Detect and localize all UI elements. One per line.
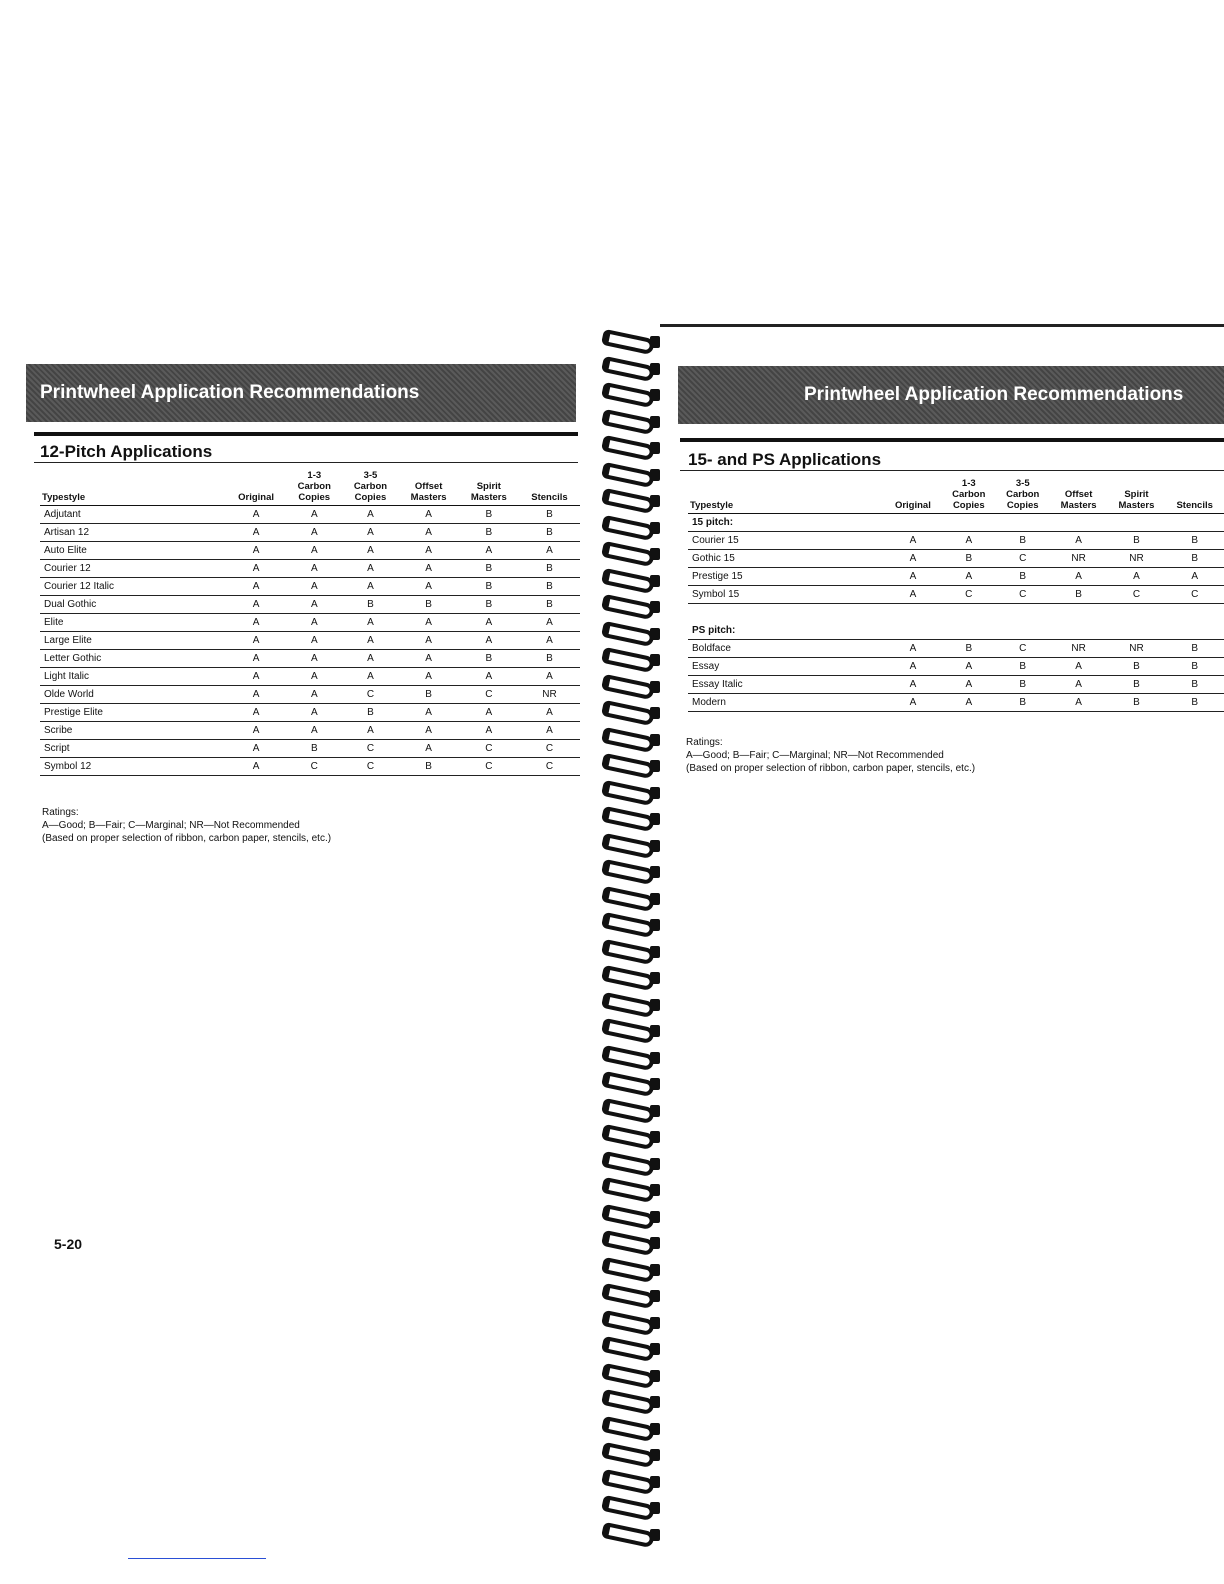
ratings-legend: A—Good; B—Fair; C—Marginal; NR—Not Recommended [686, 750, 944, 761]
rating-stencils: A [519, 704, 580, 722]
binding-coil [596, 1417, 666, 1443]
rating-original: A [884, 658, 942, 676]
ratings-note: (Based on proper selection of ribbon, carbon paper, stencils, etc.) [686, 763, 976, 774]
rating-original: A [226, 614, 286, 632]
table-row [688, 640, 1224, 658]
col-typestyle: Typestyle [40, 470, 226, 506]
binding-coil [596, 1205, 666, 1231]
typestyle-name: Dual Gothic [40, 596, 226, 614]
binding-coil [596, 860, 666, 886]
binding-coil [596, 516, 666, 542]
typestyle-name: Essay Italic [688, 676, 884, 694]
rating-carbon-3-5: A [342, 668, 398, 686]
binding-coil [596, 1284, 666, 1310]
left-page [0, 0, 590, 1584]
table-row [40, 686, 580, 704]
table-row [688, 694, 1224, 712]
typestyle-name: Olde World [40, 686, 226, 704]
left-recommendation-table [40, 470, 580, 776]
right-top-rule [660, 324, 1224, 327]
rating-carbon-3-5: A [342, 578, 398, 596]
rating-spirit-masters: B [1108, 658, 1166, 676]
binding-coil [596, 648, 666, 674]
right-title-rule [680, 470, 1224, 471]
typestyle-name: Large Elite [40, 632, 226, 650]
rating-carbon-1-3: A [286, 632, 342, 650]
table-row [688, 532, 1224, 550]
table-row [688, 586, 1224, 604]
table-row [40, 758, 580, 776]
col-offset-masters: Offset Masters [1050, 478, 1108, 514]
ratings-note: (Based on proper selection of ribbon, carbon paper, stencils, etc.) [42, 833, 332, 844]
rating-carbon-3-5: B [996, 658, 1050, 676]
rating-offset-masters: B [399, 758, 459, 776]
table-row [688, 676, 1224, 694]
binding-coil [596, 542, 666, 568]
left-section-title: 12-Pitch Applications [40, 442, 213, 461]
rating-carbon-1-3: A [286, 524, 342, 542]
rating-spirit-masters: B [459, 650, 519, 668]
rating-stencils: A [519, 668, 580, 686]
rating-offset-masters: A [399, 650, 459, 668]
right-banner [678, 366, 1224, 424]
binding-coil [596, 330, 666, 356]
rating-carbon-1-3: B [942, 550, 996, 568]
rating-original: A [226, 542, 286, 560]
rating-offset-masters: A [399, 506, 459, 524]
left-title-rule [34, 462, 578, 463]
rating-original: A [226, 740, 286, 758]
rating-original: A [226, 722, 286, 740]
typestyle-name: Symbol 12 [40, 758, 226, 776]
group-label: PS pitch: [688, 622, 884, 640]
rating-original: A [226, 506, 286, 524]
rating-carbon-1-3: B [286, 740, 342, 758]
rating-original: A [226, 632, 286, 650]
rating-spirit-masters: B [1108, 676, 1166, 694]
rating-carbon-3-5: B [996, 568, 1050, 586]
binding-coil [596, 410, 666, 436]
rating-original: A [226, 704, 286, 722]
rating-original: A [226, 668, 286, 686]
binding-coil [596, 993, 666, 1019]
rating-offset-masters: A [399, 524, 459, 542]
table-row [40, 740, 580, 758]
rating-carbon-3-5: A [342, 632, 398, 650]
table-row [40, 704, 580, 722]
col-carbon-3-5: 3-5 Carbon Copies [342, 470, 398, 506]
rating-original: A [226, 578, 286, 596]
rating-original: A [226, 560, 286, 578]
rating-carbon-1-3: C [942, 586, 996, 604]
rating-spirit-masters: B [1108, 694, 1166, 712]
binding-coil [596, 966, 666, 992]
binding-coil [596, 1231, 666, 1257]
left-table-body [40, 506, 580, 776]
typestyle-name: Letter Gothic [40, 650, 226, 668]
ratings-title: Ratings: [42, 807, 79, 818]
left-header-rule [34, 432, 578, 436]
rating-carbon-3-5: C [342, 686, 398, 704]
typestyle-name: Essay [688, 658, 884, 676]
col-carbon-3-5: 3-5 Carbon Copies [996, 478, 1050, 514]
rating-offset-masters: B [399, 686, 459, 704]
rating-carbon-1-3: A [286, 596, 342, 614]
rating-spirit-masters: C [459, 740, 519, 758]
binding-coil [596, 781, 666, 807]
rating-carbon-1-3: A [286, 614, 342, 632]
col-original: Original [884, 478, 942, 514]
rating-spirit-masters: A [459, 722, 519, 740]
left-banner-title: Printwheel Application Recommendations [40, 382, 420, 403]
rating-offset-masters: A [1050, 676, 1108, 694]
binding-coil [596, 1072, 666, 1098]
rating-original: A [226, 686, 286, 704]
rating-stencils: B [1165, 550, 1224, 568]
binding-coil [596, 1443, 666, 1469]
rating-carbon-3-5: C [996, 550, 1050, 568]
rating-original: A [884, 568, 942, 586]
rating-stencils: A [519, 542, 580, 560]
rating-offset-masters: A [399, 632, 459, 650]
rating-stencils: NR [519, 686, 580, 704]
rating-offset-masters: A [1050, 694, 1108, 712]
rating-spirit-masters: A [459, 668, 519, 686]
rating-offset-masters: A [399, 704, 459, 722]
rating-carbon-1-3: A [286, 650, 342, 668]
typestyle-name: Modern [688, 694, 884, 712]
typestyle-name: Courier 12 [40, 560, 226, 578]
rating-carbon-1-3: A [286, 542, 342, 560]
typestyle-name: Light Italic [40, 668, 226, 686]
table-row [40, 542, 580, 560]
rating-spirit-masters: A [1108, 568, 1166, 586]
rating-carbon-1-3: A [942, 694, 996, 712]
rating-stencils: B [519, 650, 580, 668]
typestyle-name: Symbol 15 [688, 586, 884, 604]
binding-coil [596, 1019, 666, 1045]
rating-offset-masters: A [399, 740, 459, 758]
rating-stencils: B [1165, 694, 1224, 712]
rating-original: A [884, 694, 942, 712]
rating-stencils: B [519, 560, 580, 578]
rating-offset-masters: A [399, 578, 459, 596]
right-header-row [688, 478, 1224, 514]
rating-stencils: B [1165, 532, 1224, 550]
rating-carbon-3-5: A [342, 722, 398, 740]
binding-coil [596, 940, 666, 966]
right-section-title: 15- and PS Applications [688, 450, 882, 469]
table-row [40, 506, 580, 524]
col-offset-masters: Offset Masters [399, 470, 459, 506]
rating-stencils: A [519, 614, 580, 632]
rating-carbon-3-5: C [342, 740, 398, 758]
rating-spirit-masters: NR [1108, 640, 1166, 658]
table-row [40, 578, 580, 596]
table-row [40, 596, 580, 614]
rating-spirit-masters: B [459, 578, 519, 596]
rating-offset-masters: A [399, 614, 459, 632]
col-original: Original [226, 470, 286, 506]
binding-coil [596, 887, 666, 913]
rating-stencils: B [1165, 640, 1224, 658]
rating-carbon-1-3: A [286, 704, 342, 722]
rating-carbon-3-5: A [342, 614, 398, 632]
table-row [40, 650, 580, 668]
rating-carbon-3-5: B [996, 676, 1050, 694]
rating-stencils: C [519, 758, 580, 776]
right-group2-head [688, 604, 1224, 640]
group-label: 15 pitch: [688, 514, 884, 532]
rating-original: A [884, 586, 942, 604]
group-15-pitch-row [688, 514, 1224, 532]
rating-offset-masters: NR [1050, 640, 1108, 658]
typestyle-name: Courier 12 Italic [40, 578, 226, 596]
rating-carbon-1-3: A [942, 532, 996, 550]
spiral-binding [596, 330, 666, 1560]
group-ps-pitch-row [688, 622, 1224, 640]
rating-carbon-3-5: B [342, 704, 398, 722]
binding-coil [596, 1178, 666, 1204]
rating-spirit-masters: A [459, 614, 519, 632]
rating-original: A [884, 532, 942, 550]
binding-coil [596, 569, 666, 595]
binding-coil [596, 1470, 666, 1496]
rating-carbon-1-3: A [286, 578, 342, 596]
rating-carbon-3-5: B [342, 596, 398, 614]
binding-coil [596, 1152, 666, 1178]
rating-carbon-3-5: A [342, 542, 398, 560]
binding-coil [596, 1390, 666, 1416]
rating-carbon-1-3: A [942, 676, 996, 694]
col-stencils: Stencils [519, 470, 580, 506]
table-row [40, 524, 580, 542]
typestyle-name: Boldface [688, 640, 884, 658]
col-spirit-masters: Spirit Masters [459, 470, 519, 506]
rating-carbon-3-5: B [996, 694, 1050, 712]
binding-coil [596, 1311, 666, 1337]
typestyle-name: Gothic 15 [688, 550, 884, 568]
binding-coil [596, 728, 666, 754]
rating-original: A [884, 550, 942, 568]
group-spacer [688, 604, 1224, 623]
rating-stencils: B [519, 506, 580, 524]
rating-offset-masters: B [1050, 586, 1108, 604]
rating-original: A [884, 676, 942, 694]
table-row [40, 614, 580, 632]
rating-spirit-masters: B [459, 524, 519, 542]
table-row [40, 632, 580, 650]
rating-original: A [226, 524, 286, 542]
rating-stencils: A [1165, 568, 1224, 586]
table-row [40, 560, 580, 578]
rating-spirit-masters: NR [1108, 550, 1166, 568]
rating-carbon-3-5: A [342, 524, 398, 542]
ratings-legend: A—Good; B—Fair; C—Marginal; NR—Not Recommended [42, 820, 300, 831]
typestyle-name: Courier 15 [688, 532, 884, 550]
typestyle-name: Elite [40, 614, 226, 632]
rating-original: A [226, 758, 286, 776]
table-row [40, 722, 580, 740]
right-ratings [686, 736, 975, 775]
binding-coil [596, 1258, 666, 1284]
rating-stencils: A [519, 722, 580, 740]
rating-carbon-1-3: C [286, 758, 342, 776]
rating-carbon-3-5: A [342, 560, 398, 578]
rating-original: A [226, 650, 286, 668]
rating-stencils: B [1165, 658, 1224, 676]
rating-carbon-1-3: A [286, 560, 342, 578]
rating-spirit-masters: A [459, 542, 519, 560]
right-table-body [688, 514, 1224, 532]
rating-offset-masters: A [1050, 568, 1108, 586]
binding-coil [596, 1125, 666, 1151]
rating-carbon-1-3: A [286, 722, 342, 740]
rating-carbon-3-5: C [996, 640, 1050, 658]
right-group2-body [688, 640, 1224, 712]
rating-carbon-1-3: A [286, 668, 342, 686]
binding-coil [596, 1523, 666, 1549]
table-row [688, 658, 1224, 676]
rating-spirit-masters: C [459, 758, 519, 776]
rating-offset-masters: A [399, 542, 459, 560]
rating-stencils: B [519, 524, 580, 542]
rating-carbon-1-3: A [286, 686, 342, 704]
binding-coil [596, 701, 666, 727]
rating-carbon-1-3: A [942, 568, 996, 586]
rating-stencils: B [519, 578, 580, 596]
rating-spirit-masters: B [459, 506, 519, 524]
rating-carbon-3-5: A [342, 650, 398, 668]
rating-offset-masters: B [399, 596, 459, 614]
binding-coil [596, 622, 666, 648]
binding-coil [596, 834, 666, 860]
rating-spirit-masters: C [459, 686, 519, 704]
rating-offset-masters: A [1050, 658, 1108, 676]
binding-coil [596, 807, 666, 833]
right-banner-title: Printwheel Application Recommendations [804, 384, 1184, 405]
rating-spirit-masters: B [459, 596, 519, 614]
binding-coil [596, 595, 666, 621]
typestyle-name: Script [40, 740, 226, 758]
binding-coil [596, 1046, 666, 1072]
rating-spirit-masters: C [1108, 586, 1166, 604]
rating-original: A [884, 640, 942, 658]
rating-stencils: A [519, 632, 580, 650]
rating-carbon-1-3: A [286, 506, 342, 524]
rating-carbon-1-3: A [942, 658, 996, 676]
rating-stencils: C [1165, 586, 1224, 604]
rating-offset-masters: A [399, 722, 459, 740]
rating-stencils: C [519, 740, 580, 758]
typestyle-name: Artisan 12 [40, 524, 226, 542]
rating-carbon-3-5: C [342, 758, 398, 776]
binding-coil [596, 754, 666, 780]
col-stencils: Stencils [1165, 478, 1224, 514]
right-header-rule [680, 438, 1224, 442]
rating-carbon-3-5: B [996, 532, 1050, 550]
rating-spirit-masters: A [459, 632, 519, 650]
right-group1-body [688, 532, 1224, 604]
table-row [688, 568, 1224, 586]
rating-offset-masters: A [1050, 532, 1108, 550]
rating-carbon-3-5: A [342, 506, 398, 524]
rating-offset-masters: A [399, 668, 459, 686]
typestyle-name: Scribe [40, 722, 226, 740]
binding-coil [596, 913, 666, 939]
footer-link-underline [128, 1558, 266, 1559]
rating-original: A [226, 596, 286, 614]
rating-offset-masters: NR [1050, 550, 1108, 568]
rating-offset-masters: A [399, 560, 459, 578]
typestyle-name: Prestige 15 [688, 568, 884, 586]
col-typestyle: Typestyle [688, 478, 884, 514]
binding-coil [596, 489, 666, 515]
rating-carbon-3-5: C [996, 586, 1050, 604]
typestyle-name: Adjutant [40, 506, 226, 524]
table-row [40, 668, 580, 686]
right-recommendation-table [688, 478, 1224, 712]
rating-stencils: B [1165, 676, 1224, 694]
rating-spirit-masters: A [459, 704, 519, 722]
right-page [660, 0, 1224, 1584]
left-banner [26, 364, 576, 422]
rating-spirit-masters: B [1108, 532, 1166, 550]
left-header-row [40, 470, 580, 506]
rating-carbon-1-3: B [942, 640, 996, 658]
binding-coil [596, 383, 666, 409]
binding-coil [596, 1099, 666, 1125]
ratings-title: Ratings: [686, 737, 723, 748]
binding-coil [596, 1337, 666, 1363]
binding-coil [596, 1496, 666, 1522]
page-number: 5-20 [54, 1236, 83, 1252]
binding-coil [596, 357, 666, 383]
typestyle-name: Prestige Elite [40, 704, 226, 722]
left-ratings [42, 806, 331, 845]
binding-coil [596, 1364, 666, 1390]
col-carbon-1-3: 1-3 Carbon Copies [286, 470, 342, 506]
col-spirit-masters: Spirit Masters [1108, 478, 1166, 514]
typestyle-name: Auto Elite [40, 542, 226, 560]
rating-spirit-masters: B [459, 560, 519, 578]
binding-coil [596, 436, 666, 462]
col-carbon-1-3: 1-3 Carbon Copies [942, 478, 996, 514]
binding-coil [596, 463, 666, 489]
rating-stencils: B [519, 596, 580, 614]
table-row [688, 550, 1224, 568]
binding-coil [596, 675, 666, 701]
